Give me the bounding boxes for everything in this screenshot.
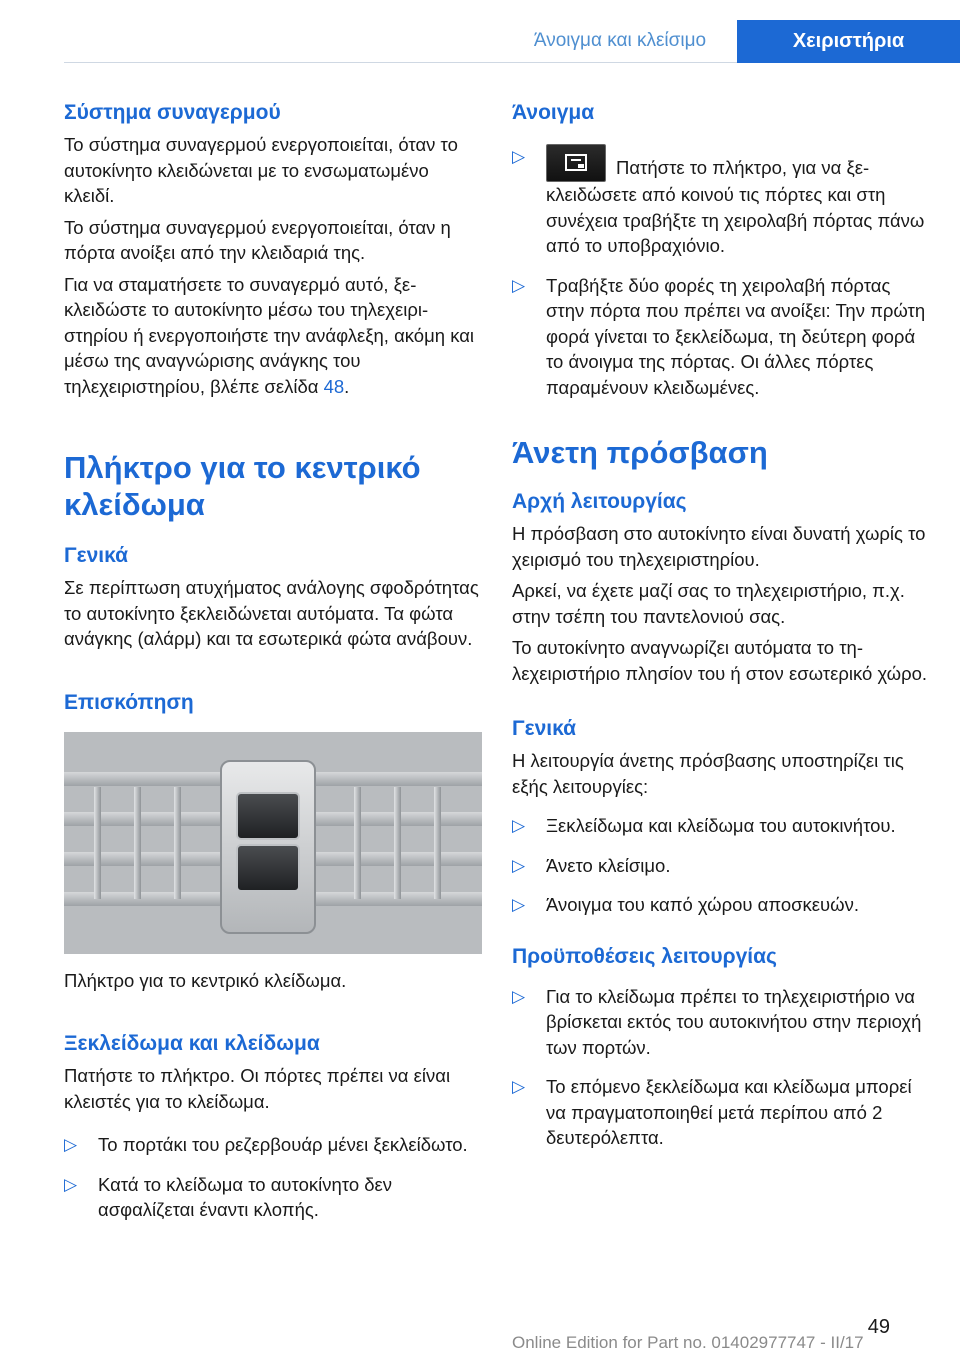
photo-caption: Πλήκτρο για το κεντρικό κλείδωμα.	[64, 969, 347, 991]
central-lock-button	[236, 844, 300, 892]
prerequisites-bullet-list	[512, 984, 932, 1151]
triangle-bullet-icon: ▷	[512, 855, 526, 875]
list-item: ▷ Τραβήξτε δύο φορές τη χειρολαβή πόρτας στην πόρτα που πρέπει να ανοίξει: Την πρώτη φορά γίνεται το ξεκλείδωμα, τη δεύτερη φορά το άνοιγμα της πόρτας. Οι άλλες πόρτες παραμένουν κλειδωμένες.	[512, 274, 926, 398]
general-paragraph: Σε περίπτωση ατυχήματος ανάλογης σφοδρότητας το αυτοκίνητο ξεκλειδώνεται αυτόματα. Τα φώτα ανάγκης (αλάρμ) και τα εσωτερικά φώτα ανάβουν.	[64, 577, 479, 649]
chapter-tab[interactable]: Χειριστήρια	[737, 20, 960, 63]
lock-unlock-paragraph: Πατήστε το πλήκτρο. Οι πόρτες πρέπει να είναι κλειστές για το κλείδωμα.	[64, 1065, 451, 1112]
right-column	[512, 100, 932, 1165]
alarm-paragraph-3-text: Για να σταματήσετε το συναγερμό αυτό, ξεκλειδώστε το αυτοκίνητο μέσω του τηλεχειριστηρίου ή ενεργοποιήστε την ανάφλεξη, ακόμη και μέσω της αναγνώρισης ανάγκης του τηλεχειριστηρίου, βλέπε σελίδα	[64, 273, 475, 397]
comfort-access-heading: Άνετη πρόσβαση	[512, 435, 768, 470]
functions-bullet-list	[512, 813, 932, 918]
comfort-general-paragraph: Η λειτουργία άνετης πρόσβασης υποστηρίζει τις εξής λειτουργίες:	[512, 750, 904, 797]
list-item: ▷ Κατά το κλείδωμα το αυτοκίνητο δεν ασφαλίζεται έναντι κλοπής.	[64, 1173, 393, 1220]
general-heading: Γενικά	[64, 544, 129, 567]
central-locking-heading: Πλήκτρο για το κεντρικό κλείδωμα	[64, 450, 421, 522]
triangle-bullet-icon: ▷	[512, 816, 526, 835]
principle-paragraph-1: Η πρόσβαση στο αυτοκίνητο είναι δυνατή χωρίς το χειρισμό του τηλεχειριστηρίου.	[512, 523, 926, 570]
alarm-heading: Σύστημα συναγερμού	[64, 101, 281, 124]
footer-edition: Online Edition for Part no. 01402977747 - II/17	[512, 1333, 864, 1352]
principle-heading: Αρχή λειτουργίας	[512, 490, 687, 513]
list-item: ▷ Άνοιγμα του καπό χώρου αποσκευών.	[512, 892, 932, 918]
prerequisites-heading: Προϋποθέσεις λειτουργίας	[512, 944, 777, 968]
alarm-paragraph-2: Το σύστημα συναγερμού ενεργοποιείται, όταν η πόρτα ανοίξει από την κλειδαριά της.	[64, 216, 451, 263]
lock-bullet-list	[64, 1132, 482, 1223]
left-column	[64, 100, 482, 1237]
list-item: ▷ Για το κλείδωμα πρέπει το τηλεχειριστήριο να βρίσκεται εκτός του αυτοκινήτου στην περιοχή των πορτών.	[512, 985, 922, 1058]
list-item: ▷ Ξεκλείδωμα και κλείδωμα του αυτοκινήτου.	[512, 813, 932, 839]
comfort-general-heading: Γενικά	[512, 717, 577, 740]
hazard-button	[236, 792, 300, 840]
section-title: Άνοιγμα και κλείσιμο	[533, 30, 707, 51]
alarm-paragraph-1: Το σύστημα συναγερμού ενεργοποιείται, όταν το αυτοκίνητο κλειδώνεται με το ενσωματωμένο κλειδί.	[64, 134, 458, 206]
list-item: ▷ Το πορτάκι του ρεζερβουάρ μένει ξεκλείδωτο.	[64, 1132, 482, 1158]
alarm-paragraph-3	[64, 272, 482, 400]
list-item: ▷ Το επόμενο ξεκλείδωμα και κλείδωμα μπορεί να πραγματοποιηθεί μετά περίπου από 2 δευτερόλεπτα.	[512, 1076, 912, 1148]
principle-paragraph-2: Αρκεί, να έχετε μαζί σας το τηλεχειριστήριο, π.χ. στην τσέπη του παντελονιού σας.	[512, 580, 905, 627]
triangle-bullet-icon: ▷	[512, 275, 526, 295]
opening-heading: Άνοιγμα	[512, 101, 595, 124]
alarm-paragraph-3-end: .	[344, 375, 350, 397]
triangle-bullet-icon: ▷	[512, 147, 526, 166]
list-item: ▷ Πατήστε το πλήκτρο, για να ξεκλειδώσετε από κοινού τις πόρτες και στη συνέχεια τραβήξτε τη χειρολαβή πόρτας πάνω από το υποβραχιόνιο.	[512, 144, 932, 259]
triangle-bullet-icon: ▷	[64, 1135, 78, 1154]
lock-unlock-heading: Ξεκλείδωμα και κλείδωμα	[64, 1032, 320, 1055]
page-link[interactable]: 48	[323, 375, 345, 397]
door-unlock-key-icon	[546, 144, 606, 182]
list-item: ▷ Άνετο κλείσιμο.	[512, 853, 932, 879]
triangle-bullet-icon: ▷	[512, 1077, 526, 1096]
central-locking-photo	[64, 732, 482, 954]
page-number: 49	[867, 1316, 890, 1338]
triangle-bullet-icon: ▷	[512, 986, 526, 1006]
overview-heading: Επισκόπηση	[64, 690, 194, 714]
triangle-bullet-icon: ▷	[512, 895, 526, 914]
principle-paragraph-3: Το αυτοκίνητο αναγνωρίζει αυτόματα το τηλεχειριστήριο πλησίον του ή στον εσωτερικό χώρο.	[512, 637, 928, 684]
opening-bullet-list	[512, 144, 932, 400]
triangle-bullet-icon: ▷	[64, 1174, 78, 1194]
